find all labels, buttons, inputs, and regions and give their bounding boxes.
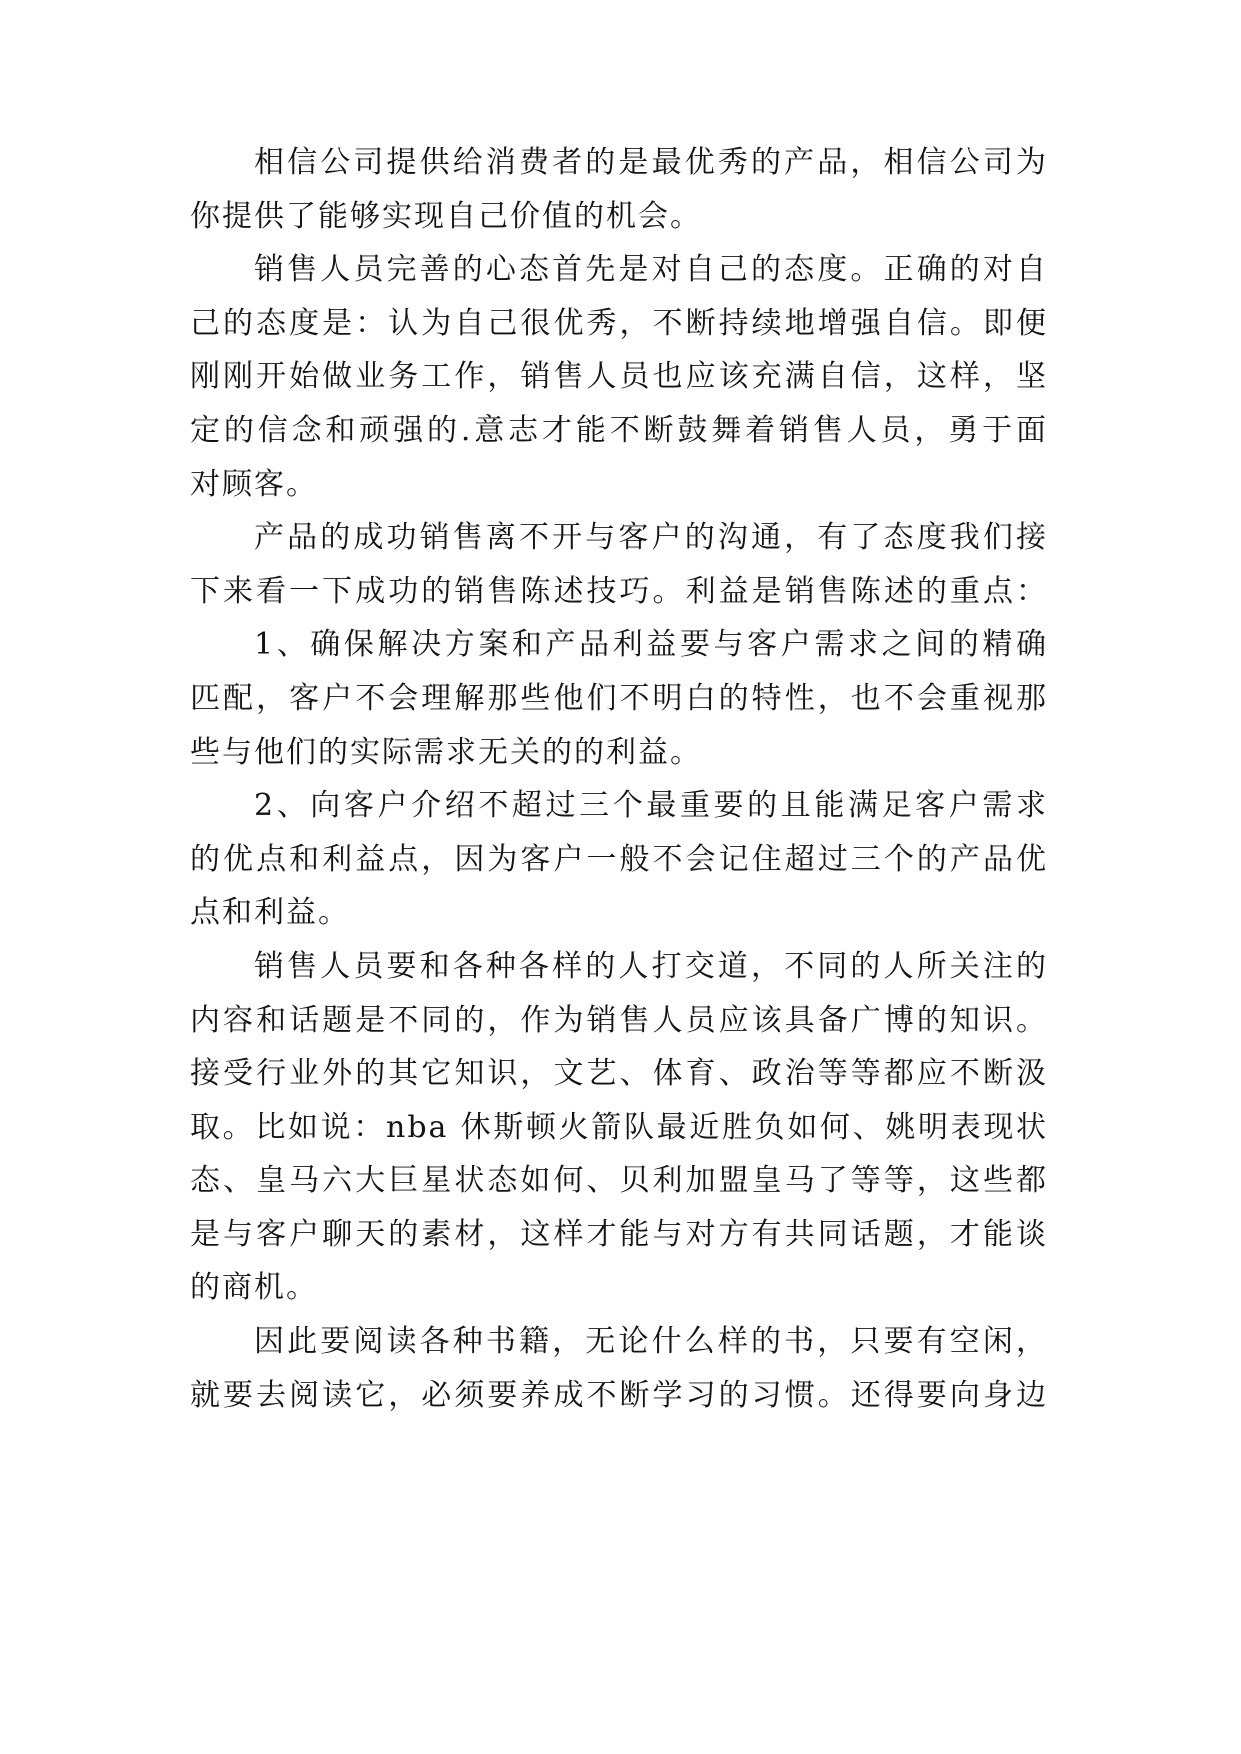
text-line: 1、确保解决方案和产品利益要与客户需求之间的精确	[254, 627, 1048, 663]
text-line: 定的信念和顽强的.意志才能不断鼓舞着销售人员，勇于面	[190, 412, 1048, 448]
text-line: 销售人员完善的心态首先是对自己的态度。正确的对自	[254, 252, 1048, 288]
text-line: 相信公司提供给消费者的是最优秀的产品，相信公司为	[254, 145, 1048, 180]
text-line: 就要去阅读它，必须要养成不断学习的习惯。还得要向身边	[190, 1377, 1048, 1413]
document-body	[190, 136, 1048, 1422]
text-line: 点和利益。	[190, 895, 350, 931]
list-item-2	[190, 779, 1048, 940]
list-item-1	[190, 618, 1048, 779]
text-line: 你提供了能够实现自己价值的机会。	[190, 198, 702, 234]
text-line: 对顾客。	[190, 466, 318, 502]
text-line: 产品的成功销售离不开与客户的沟通，有了态度我们接	[254, 520, 1048, 556]
text-line: 刚刚开始做业务工作，销售人员也应该充满自信，这样，坚	[190, 359, 1048, 395]
text-line: 的商机。	[190, 1270, 318, 1306]
text-line: 取。比如说：nba 休斯顿火箭队最近胜负如何、姚明表现状	[190, 1109, 1048, 1145]
text-line: 些与他们的实际需求无关的的利益。	[190, 734, 702, 770]
paragraph-4	[190, 940, 1048, 1315]
paragraph-3	[190, 511, 1048, 618]
text-line: 的优点和利益点，因为客户一般不会记住超过三个的产品优	[190, 841, 1048, 877]
text-line: 态、皇马六大巨星状态如何、贝利加盟皇马了等等，这些都	[190, 1163, 1048, 1199]
text-line: 己的态度是：认为自己很优秀，不断持续地增强自信。即便	[190, 305, 1048, 341]
text-line: 接受行业外的其它知识，文艺、体育、政治等等都应不断汲	[190, 1056, 1048, 1092]
text-line: 是与客户聊天的素材，这样才能与对方有共同话题，才能谈	[190, 1216, 1048, 1252]
paragraph-5	[190, 1315, 1048, 1422]
paragraph-1	[190, 136, 1048, 243]
paragraph-2	[190, 243, 1048, 511]
text-line: 内容和话题是不同的，作为销售人员应该具备广博的知识。	[190, 1002, 1048, 1038]
text-line: 下来看一下成功的销售陈述技巧。利益是销售陈述的重点：	[190, 573, 1048, 609]
text-line: 因此要阅读各种书籍，无论什么样的书，只要有空闲，	[254, 1324, 1048, 1360]
text-line: 2、向客户介绍不超过三个最重要的且能满足客户需求	[254, 788, 1048, 824]
text-line: 销售人员要和各种各样的人打交道，不同的人所关注的	[254, 948, 1048, 984]
text-line: 匹配，客户不会理解那些他们不明白的特性，也不会重视那	[190, 680, 1048, 716]
